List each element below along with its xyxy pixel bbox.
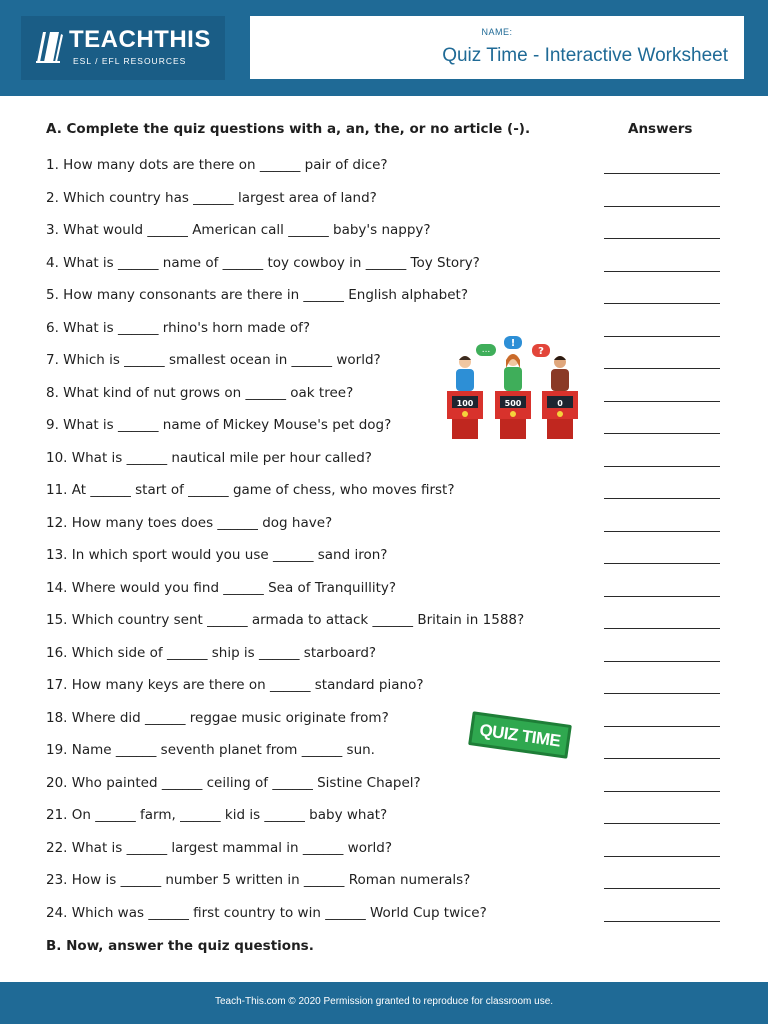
speech-bubble-dots [476, 344, 496, 356]
answer-blank[interactable] [604, 856, 720, 857]
question-item: 8. What kind of nut grows on ______ oak tree? [46, 384, 354, 401]
footer-text: Teach-This.com © 2020 Permission granted to reproduce for classroom use. [214, 996, 554, 1007]
podium-score: 0 [557, 399, 563, 408]
podium-score: 500 [504, 399, 522, 408]
answer-blank[interactable] [604, 401, 720, 402]
question-item: 1. How many dots are there on ______ pair of dice? [46, 157, 388, 173]
speech-bubble-exclamation [504, 336, 522, 349]
question-item: 18. Where did ______ reggae music originate from? [46, 709, 389, 726]
answer-blank[interactable] [604, 173, 720, 174]
question-item: 15. Which country sent ______ armada to attack ______ Britain in 1588? [46, 612, 525, 628]
contestant-middle [495, 354, 531, 439]
question-item: 16. Which side of ______ ship is ______ starboard? [46, 644, 377, 661]
question-item: 7. Which is ______ smallest ocean in ______ world? [46, 352, 381, 368]
answer-blank[interactable] [604, 206, 720, 207]
answer-blank[interactable] [604, 531, 720, 532]
question-item: 14. Where would you find ______ Sea of Tranquillity? [46, 579, 397, 596]
contestant-left [447, 356, 483, 439]
answer-blank[interactable] [604, 823, 720, 824]
answer-blank[interactable] [604, 336, 720, 337]
answer-blank[interactable] [604, 303, 720, 304]
answer-blank[interactable] [604, 791, 720, 792]
section-b-title: B. Now, answer the quiz questions. [46, 938, 314, 954]
bubble-mark: ... [481, 345, 491, 355]
book-icon [35, 28, 65, 64]
answer-blank[interactable] [604, 628, 720, 629]
section-a-title: A. Complete the quiz questions with a, an, the, or no article (-). [46, 121, 531, 137]
speech-bubble-question [532, 344, 550, 357]
question-item: 6. What is ______ rhino's horn made of? [46, 319, 311, 336]
question-item: 9. What is ______ name of Mickey Mouse's pet dog? [46, 417, 392, 433]
question-item: 10. What is ______ nautical mile per hour called? [46, 449, 372, 466]
answer-blank[interactable] [604, 726, 720, 727]
question-item: 5. How many consonants are there in ______ English alphabet? [46, 287, 469, 303]
stamp-text: QUIZ TIME [478, 720, 562, 751]
question-item: 11. At ______ start of ______ game of chess, who moves first? [46, 482, 455, 498]
question-item: 4. What is ______ name of ______ toy cowboy in ______ Toy Story? [46, 254, 480, 271]
answers-heading: Answers [628, 121, 693, 137]
podium-score: 100 [456, 399, 474, 408]
question-item: 3. What would ______ American call ______ baby's nappy? [46, 222, 431, 238]
question-item: 19. Name ______ seventh planet from ______ sun. [46, 742, 375, 758]
page-header [0, 0, 768, 96]
answer-blank[interactable] [604, 271, 720, 272]
answer-blank[interactable] [604, 758, 720, 759]
worksheet-title: Quiz Time - Interactive Worksheet [442, 45, 728, 66]
logo-subtitle: ESL / EFL RESOURCES [73, 56, 187, 66]
quiz-show-illustration [442, 336, 582, 442]
question-item: 22. What is ______ largest mammal in ______ world? [46, 839, 392, 856]
question-item: 17. How many keys are there on ______ standard piano? [46, 677, 424, 693]
answer-blank[interactable] [604, 921, 720, 922]
teachthis-logo [21, 16, 225, 80]
question-item: 23. How is ______ number 5 written in ______ Roman numerals? [46, 872, 471, 888]
question-item: 24. Which was ______ first country to win ______ World Cup twice? [46, 904, 487, 921]
answer-blank[interactable] [604, 661, 720, 662]
contestant-right [542, 356, 578, 439]
answer-blank[interactable] [604, 563, 720, 564]
name-box [250, 16, 744, 79]
answer-blank[interactable] [604, 693, 720, 694]
logo-title: TEACHTHIS [69, 26, 211, 53]
answer-blank[interactable] [604, 238, 720, 239]
quiz-time-stamp [468, 711, 572, 759]
name-label: NAME: [481, 27, 513, 37]
answer-blank[interactable] [604, 368, 720, 369]
question-item: 13. In which sport would you use ______ sand iron? [46, 547, 388, 563]
bubble-mark: ? [538, 346, 544, 357]
question-item: 21. On ______ farm, ______ kid is ______ baby what? [46, 807, 388, 823]
bubble-mark: ! [510, 338, 516, 349]
answer-blank[interactable] [604, 466, 720, 467]
question-item: 20. Who painted ______ ceiling of ______ Sistine Chapel? [46, 774, 421, 791]
answer-blank[interactable] [604, 888, 720, 889]
answer-blank[interactable] [604, 596, 720, 597]
answer-blank[interactable] [604, 498, 720, 499]
page-footer [0, 982, 768, 1024]
answer-blank[interactable] [604, 433, 720, 434]
question-item: 12. How many toes does ______ dog have? [46, 514, 333, 531]
question-item: 2. Which country has ______ largest area of land? [46, 189, 377, 206]
